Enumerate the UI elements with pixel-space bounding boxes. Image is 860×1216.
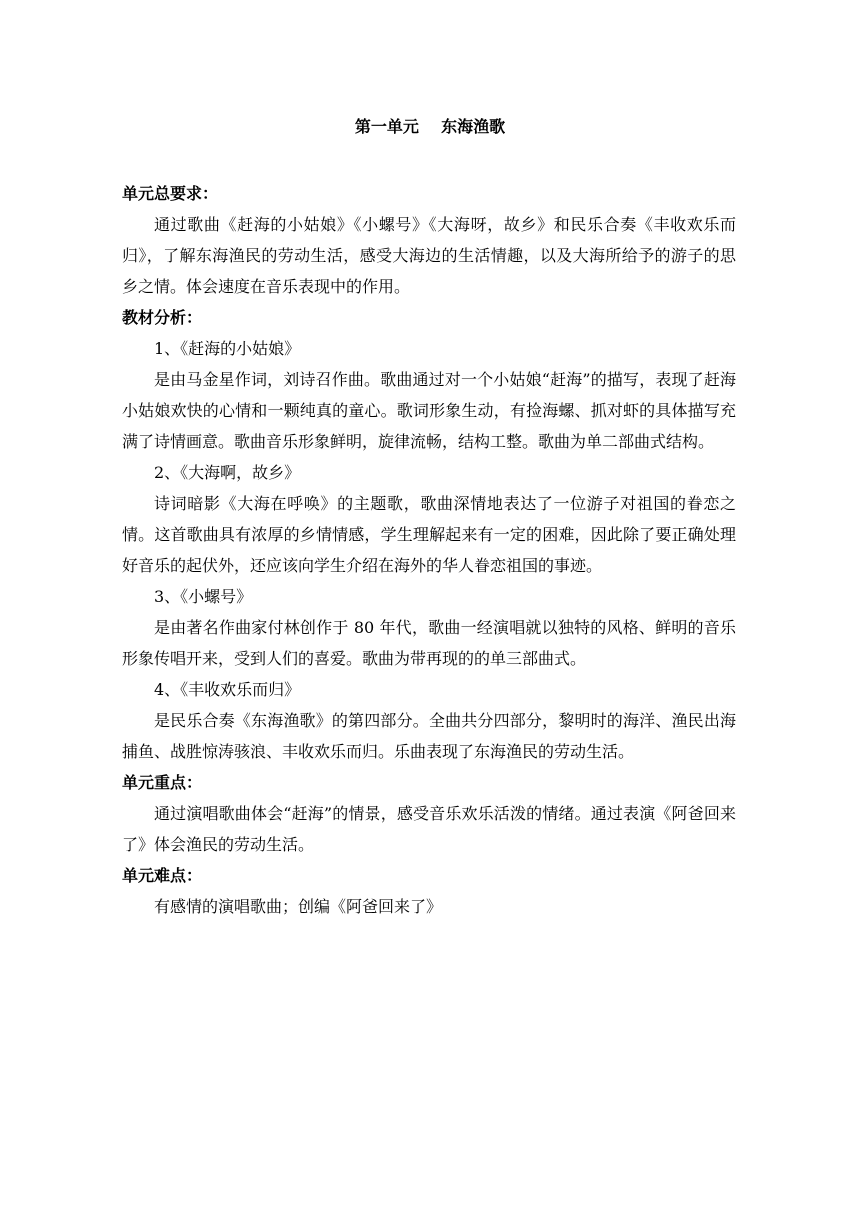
section-heading-key-points: 单元重点：	[122, 773, 203, 792]
analysis-item-label: 1、《赶海的小姑娘》	[154, 339, 301, 358]
analysis-item-label: 2、《大海啊，故乡》	[154, 463, 301, 482]
key-points-text: 通过演唱歌曲体会“赶海”的情景，感受音乐欢乐活泼的情绪。通过表演《阿爸回来了》体会渔民的劳动生活。	[122, 804, 736, 854]
page-title: 第一单元 东海渔歌	[354, 117, 506, 136]
analysis-item-text: 诗词暗影《大海在呼唤》的主题歌，歌曲深情地表达了一位游子对祖国的眷恋之情。这首歌曲具有浓厚的乡情情感，学生理解起来有一定的困难，因此除了要正确处理好音乐的起伏外，还应该向学生介绍在海外的华人眷恋祖国的事迹。	[122, 494, 736, 575]
analysis-item-label: 3、《小螺号》	[154, 587, 253, 606]
analysis-item-text: 是由著名作曲家付林创作于 80 年代，歌曲一经演唱就以独特的风格、鲜明的音乐形象传唱开来，受到人们的喜爱。歌曲为带再现的的单三部曲式。	[122, 618, 736, 668]
overall-requirements-text: 通过歌曲《赶海的小姑娘》《小螺号》《大海呀，故乡》和民乐合奏《丰收欢乐而归》，了解东海渔民的劳动生活，感受大海边的生活情趣，以及大海所给予的游子的思乡之情。体会速度在音乐表现中的作用。	[122, 215, 736, 296]
analysis-item-text: 是由马金星作词，刘诗召作曲。歌曲通过对一个小姑娘“赶海”的描写，表现了赶海小姑娘欢快的心情和一颗纯真的童心。歌词形象生动，有捡海螺、抓对虾的具体描写充满了诗情画意。歌曲音乐形象鲜明，旋律流畅，结构工整。歌曲为单二部曲式结构。	[122, 370, 736, 451]
document-body	[122, 178, 736, 922]
section-heading-analysis: 教材分析：	[122, 308, 203, 327]
section-heading-overall: 单元总要求：	[122, 184, 219, 203]
analysis-item-label: 4、《丰收欢乐而归》	[154, 680, 301, 699]
analysis-item-text: 是民乐合奏《东海渔歌》的第四部分。全曲共分四部分，黎明时的海洋、渔民出海捕鱼、战胜惊涛骇浪、丰收欢乐而归。乐曲表现了东海渔民的劳动生活。	[122, 711, 736, 761]
difficulties-text: 有感情的演唱歌曲；创编《阿爸回来了》	[154, 897, 443, 916]
section-heading-difficulties: 单元难点：	[122, 866, 203, 885]
